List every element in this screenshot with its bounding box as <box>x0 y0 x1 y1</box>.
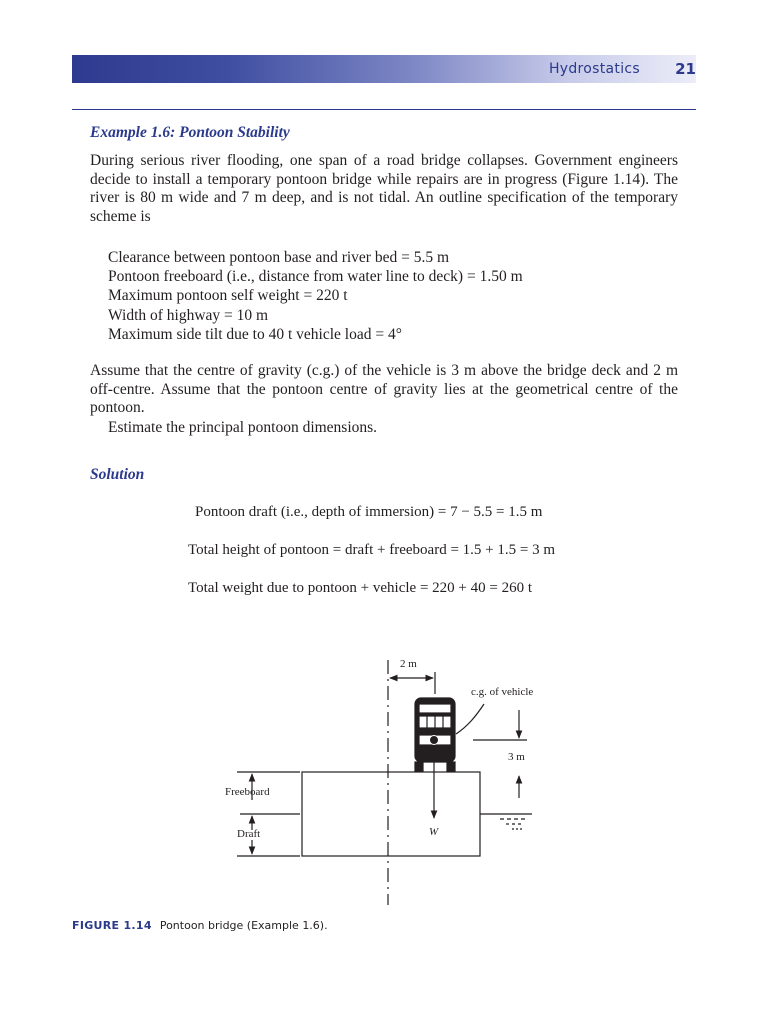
example-title: Example 1.6: Pontoon Stability <box>90 124 290 141</box>
example-paragraph-2: Assume that the centre of gravity (c.g.) of the vehicle is 3 m above the bridge deck and 2 m off-centre. Assume that the pontoon centre of gravity lies at the geometrical centre of the pontoon. <box>90 362 678 417</box>
equation-height: Total height of pontoon = draft + freeboard = 1.5 + 1.5 = 3 m <box>188 542 556 558</box>
example-paragraph-3: Estimate the principal pontoon dimensions. <box>108 419 378 436</box>
spec-item: Maximum side tilt due to 40 t vehicle load = 4° <box>108 325 402 343</box>
height-label: 3 m <box>508 751 525 763</box>
cg-label: c.g. of vehicle <box>471 686 534 698</box>
running-header-section: Hydrostatics <box>548 61 640 77</box>
solution-title: Solution <box>90 466 145 483</box>
spec-item: Pontoon freeboard (i.e., distance from water line to deck) = 1.50 m <box>108 268 523 286</box>
weight-label: W <box>429 826 439 838</box>
page-number: 21 <box>675 60 696 78</box>
spec-item: Maximum pontoon self weight = 220 t <box>108 287 348 305</box>
cg-leader <box>456 704 484 734</box>
caption-text: Pontoon bridge (Example 1.6). <box>159 919 328 932</box>
draft-label: Draft <box>237 828 261 840</box>
offset-label: 2 m <box>400 658 417 670</box>
equation-weight: Total weight due to pontoon + vehicle = 220 + 40 = 260 t <box>188 580 532 596</box>
example-paragraph-1: During serious river flooding, one span of a road bridge collapses. Government engineers decide to install a temporary pontoon bridge while repairs are in progress (Figure 1.14). The river is 80 m wide and 7 m deep, and is not tidal. An outline specification of the temporary scheme is <box>90 152 678 225</box>
caption-label: FIGURE 1.14 <box>72 919 152 932</box>
freeboard-label: Freeboard <box>225 786 270 798</box>
equation-draft: Pontoon draft (i.e., depth of immersion) = 7 − 5.5 = 1.5 m <box>195 504 543 520</box>
figure-caption <box>72 919 328 932</box>
pontoon-body <box>302 772 480 856</box>
spec-item: Clearance between pontoon base and river bed = 5.5 m <box>108 249 450 266</box>
spec-item: Width of highway = 10 m <box>108 306 269 324</box>
vehicle-icon <box>415 698 455 771</box>
